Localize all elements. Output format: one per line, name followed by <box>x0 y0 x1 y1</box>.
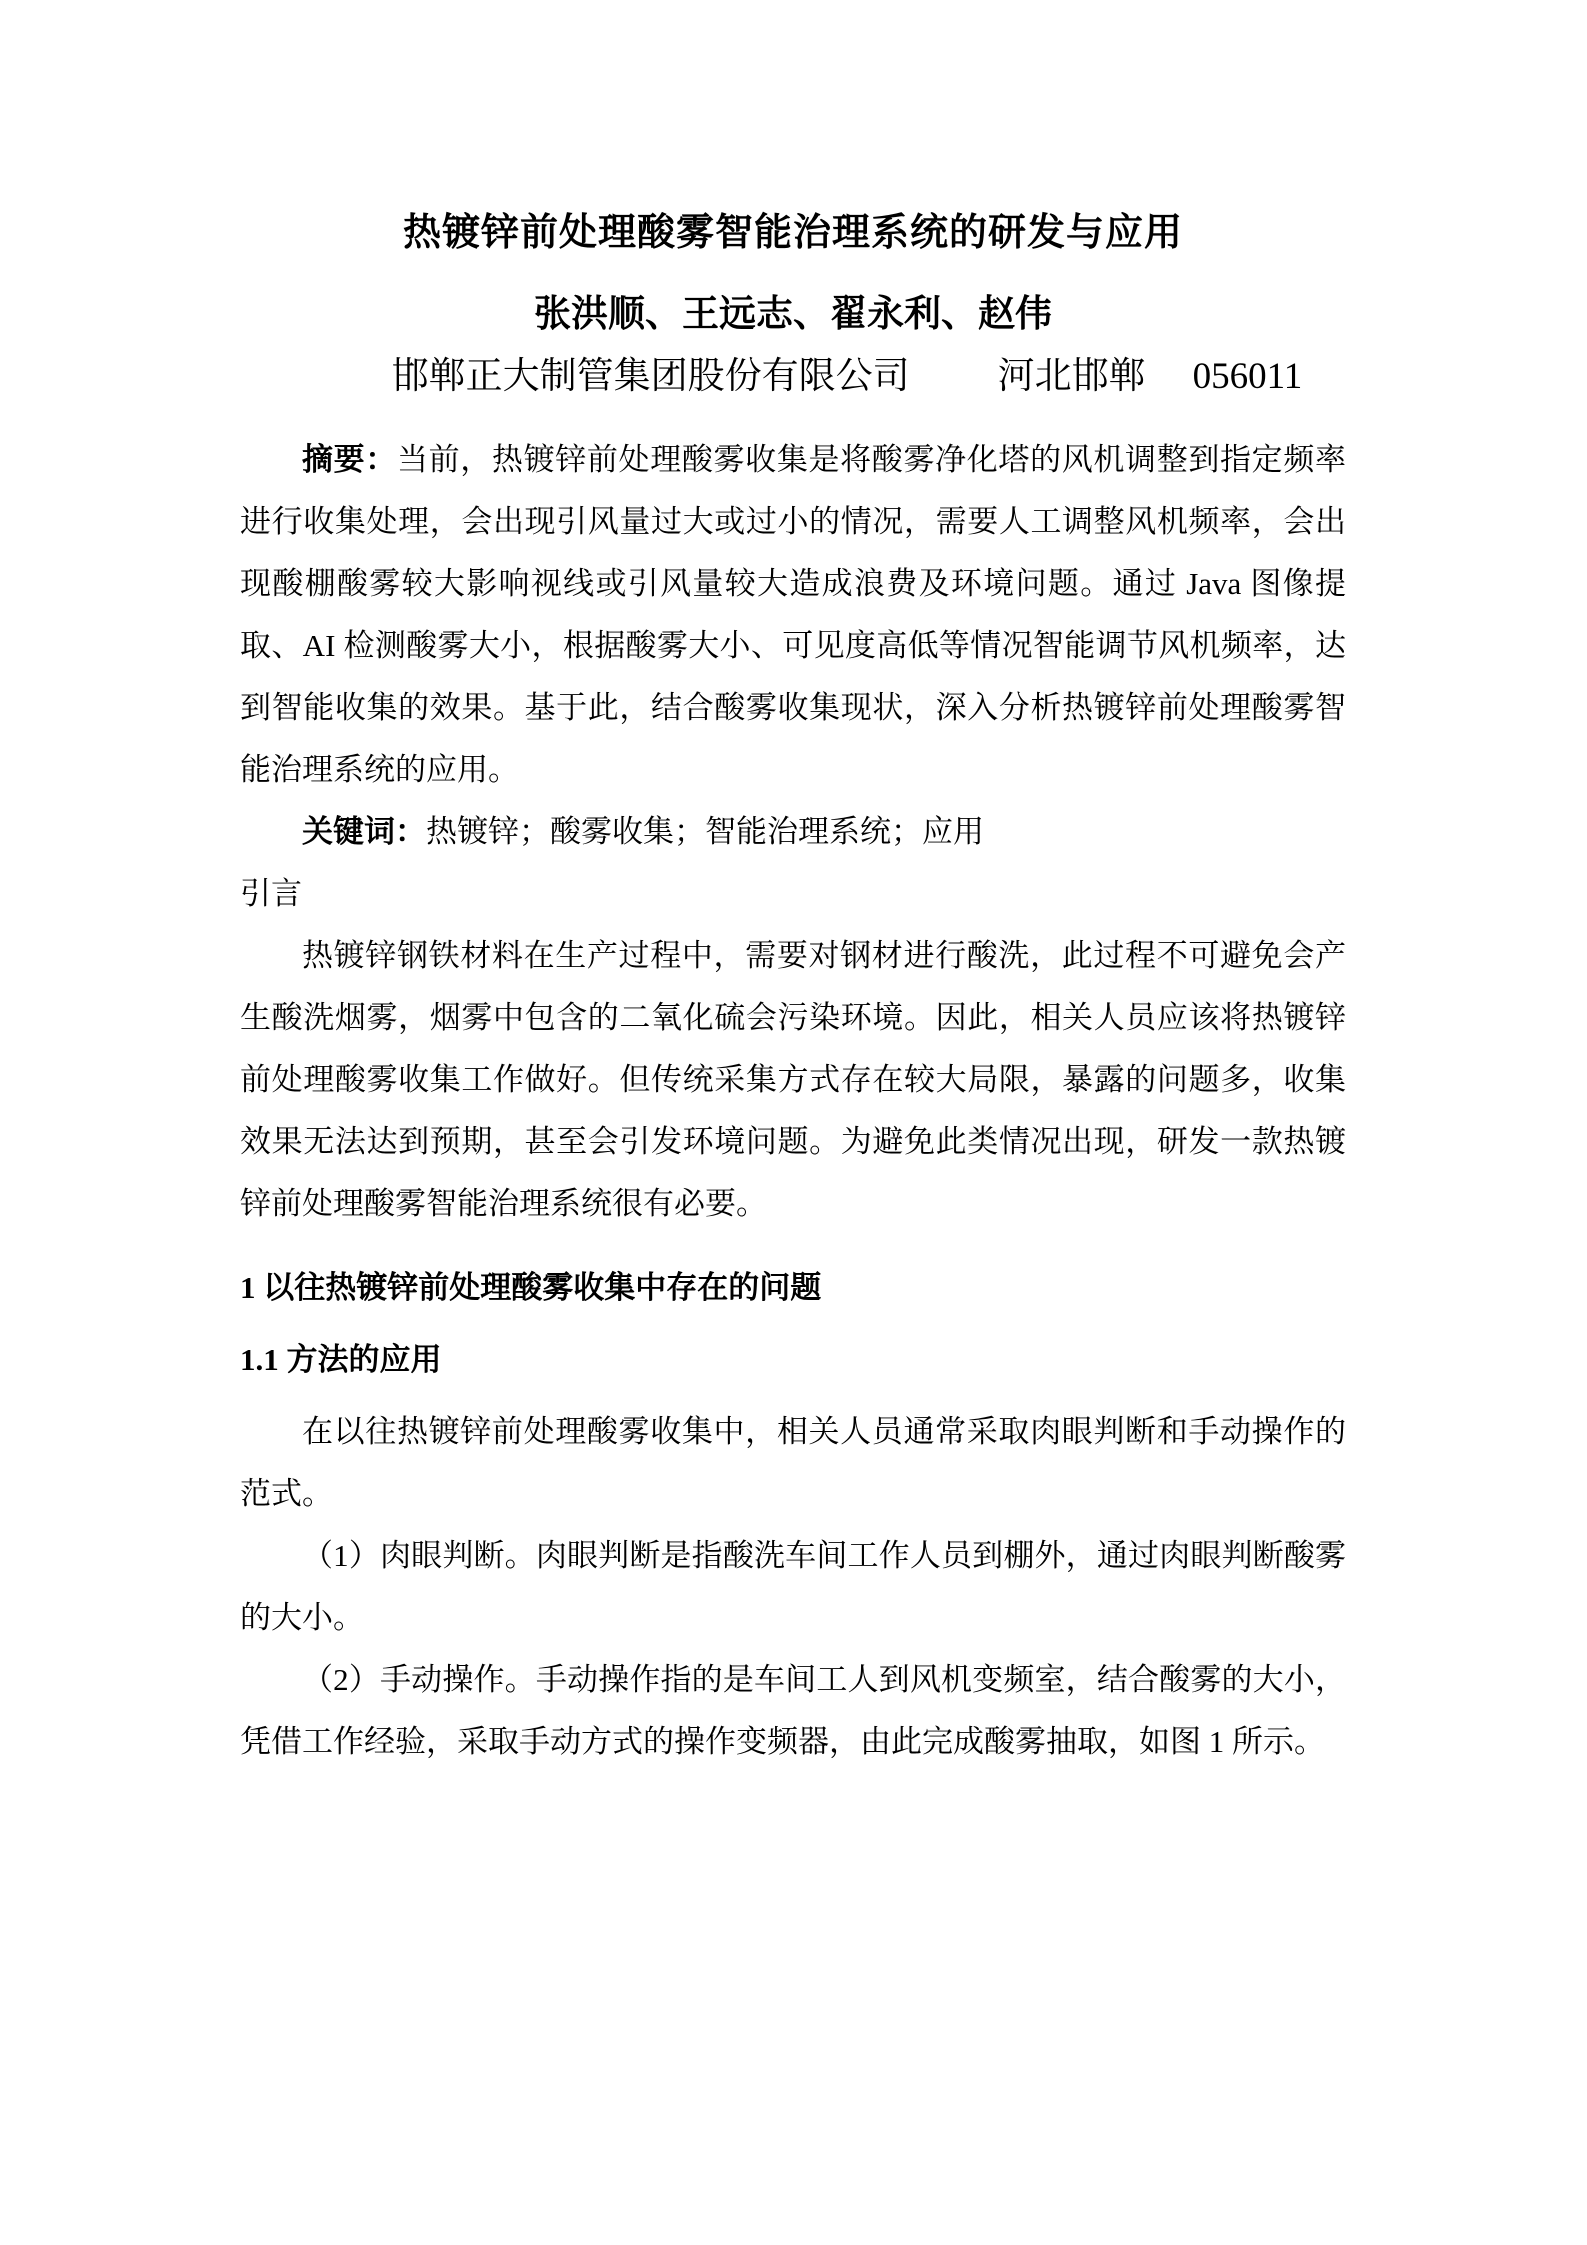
abstract-text: 当前，热镀锌前处理酸雾收集是将酸雾净化塔的风机调整到指定频率进行收集处理，会出现引风量过大或过小的情况，需要人工调整风机频率，会出现酸棚酸雾较大影响视线或引风量较大造成浪费及环境问题。通过 Java 图像提取、AI 检测酸雾大小，根据酸雾大小、可见度高低等情况智能调节风机频率，达到智能收集的效果。基于此，结合酸雾收集现状，深入分析热镀锌前处理酸雾智能治理系统的应用。 <box>240 442 1346 787</box>
document-content <box>240 0 1346 1773</box>
section-1-1-paragraph-1: 在以往热镀锌前处理酸雾收集中，相关人员通常采取肉眼判断和手动操作的范式。 <box>240 1414 1346 1511</box>
affiliation-location: 河北邯郸 <box>997 356 1146 397</box>
section-1-1-heading: 1.1 方法的应用 <box>240 1342 442 1377</box>
section-1-1-paragraph-2: （1）肉眼判断。肉眼判断是指酸洗车间工作人员到棚外，通过肉眼判断酸雾的大小。 <box>240 1538 1346 1635</box>
affiliation-postal-code: 056011 <box>1192 356 1303 397</box>
paper-title: 热镀锌前处理酸雾智能治理系统的研发与应用 <box>402 212 1183 254</box>
affiliation-line <box>240 346 1346 408</box>
keywords-text: 热镀锌；酸雾收集；智能治理系统；应用 <box>426 814 984 849</box>
affiliation-organization: 邯郸正大制管集团股份有限公司 <box>391 356 910 397</box>
section-1-1-paragraph-3: （2）手动操作。手动操作指的是车间工人到风机变频室，结合酸雾的大小，凭借工作经验，采取手动方式的操作变频器，由此完成酸雾抽取，如图 1 所示。 <box>240 1662 1346 1759</box>
keywords-paragraph <box>240 801 1346 863</box>
authors-line: 张洪顺、王远志、翟永利、赵伟 <box>534 294 1052 335</box>
intro-paragraph: 热镀锌钢铁材料在生产过程中，需要对钢材进行酸洗，此过程不可避免会产生酸洗烟雾，烟雾中包含的二氧化硫会污染环境。因此，相关人员应该将热镀锌前处理酸雾收集工作做好。但传统采集方式存在较大局限，暴露的问题多，收集效果无法达到预期，甚至会引发环境问题。为避免此类情况出现，研发一款热镀锌前处理酸雾智能治理系统很有必要。 <box>240 938 1346 1221</box>
section-1-heading: 1 以往热镀锌前处理酸雾收集中存在的问题 <box>240 1270 822 1305</box>
intro-heading: 引言 <box>240 876 302 911</box>
abstract-paragraph <box>240 429 1346 801</box>
keywords-label: 关键词： <box>302 814 426 849</box>
abstract-label: 摘要： <box>302 442 397 477</box>
